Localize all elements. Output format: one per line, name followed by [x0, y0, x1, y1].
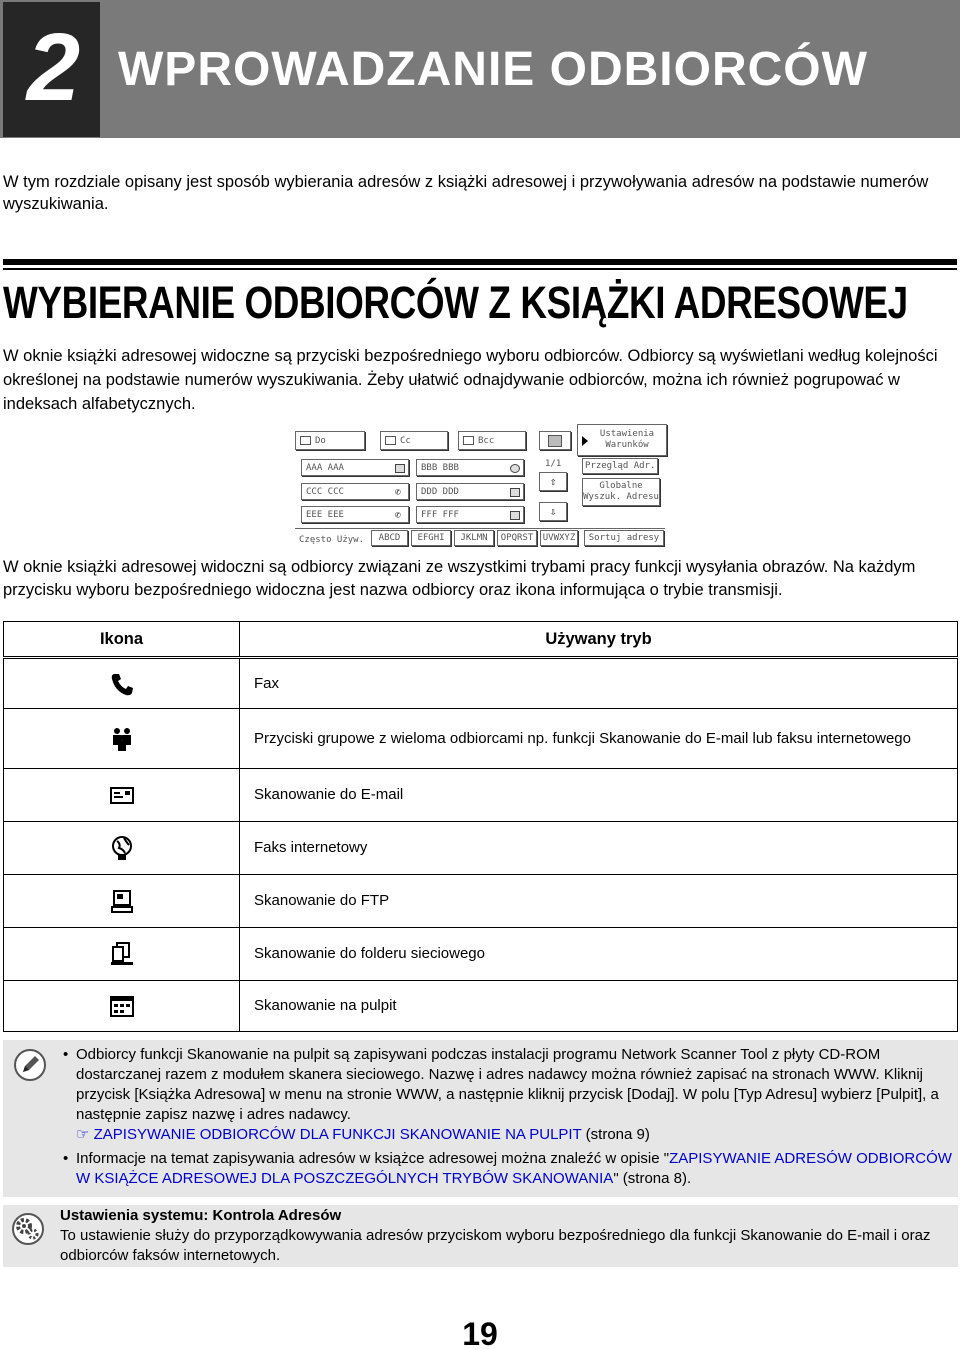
table-row	[4, 981, 958, 1032]
chapter-title: WPROWADZANIE ODBIORCÓW	[118, 43, 868, 96]
globe-icon	[109, 835, 135, 861]
note-text-end: " (strona 8).	[613, 1170, 692, 1187]
entry-name: BBB BBB	[421, 462, 459, 473]
group-icon	[109, 726, 135, 752]
bcc-button[interactable]	[458, 431, 526, 450]
icon-cell	[4, 822, 240, 875]
review-button[interactable]	[582, 458, 658, 474]
divider	[295, 528, 665, 529]
frequent-tab[interactable]: Często Używ.	[299, 535, 365, 545]
entry-button-3[interactable]	[301, 483, 409, 500]
tab-uvwxyz[interactable]	[540, 530, 578, 546]
sort-label: Sortuj adresy	[588, 533, 660, 543]
note-text: Informacje na temat zapisywania adresów w książce adresowej można znaleźć w opisie "	[76, 1150, 670, 1167]
entry-name: DDD DDD	[421, 486, 459, 497]
tab-efghi[interactable]	[411, 530, 451, 546]
entry-name: EEE EEE	[306, 509, 344, 520]
conditions-label-1: Ustawienia	[599, 429, 655, 439]
email-icon	[510, 488, 520, 497]
scroll-up-button[interactable]	[539, 472, 567, 491]
address-book-screen	[293, 424, 671, 550]
mode-cell: Skanowanie do E-mail	[240, 769, 958, 822]
reference-icon: ☞	[76, 1126, 90, 1143]
tab-label: JKLMN	[460, 533, 488, 543]
entry-button-4[interactable]	[416, 483, 524, 500]
conditions-button[interactable]	[577, 424, 667, 456]
entry-name: CCC CCC	[306, 486, 344, 497]
section-title: WYBIERANIE ODBIORCÓW Z KSIĄŻKI ADRESOWEJ	[3, 277, 908, 328]
icon-mode-table	[3, 621, 958, 1032]
table-row	[4, 709, 958, 769]
globe-icon	[510, 464, 520, 473]
note-item-1	[63, 1045, 953, 1145]
entry-button-2[interactable]	[416, 459, 524, 476]
pencil-note-icon	[13, 1048, 47, 1082]
global-label-2: Wyszuk. Adresu	[583, 492, 659, 502]
tab-label: OPQRST	[500, 533, 534, 543]
mode-cell: Fax	[240, 658, 958, 709]
section-paragraph-2: W oknie książki adresowej widoczni są odbiorcy związani ze wszystkimi trybami pracy funkcji wysyłania obrazów. Na każdym przycisku wyboru bezpośredniego widoczna jest nazwa odbiorcy oraz ikona informująca o trybie transmisji.	[3, 558, 916, 599]
icon-cell	[4, 658, 240, 709]
icon-cell	[4, 709, 240, 769]
tab-label: UVWXYZ	[542, 533, 576, 543]
edit-button[interactable]	[539, 431, 571, 450]
global-label-1: Globalne	[599, 481, 643, 491]
mode-cell: Faks internetowy	[240, 822, 958, 875]
phone-icon: ✆	[395, 487, 402, 498]
play-icon	[582, 436, 588, 446]
note-link-desktop[interactable]: ZAPISYWANIE ODBIORCÓW DLA FUNKCJI SKANOWANIE NA PULPIT	[93, 1126, 582, 1143]
note-page-ref: (strona 9)	[585, 1126, 650, 1143]
system-settings-title: Ustawienia systemu: Kontrola Adresów	[60, 1207, 342, 1224]
section-paragraph-1: W oknie książki adresowej widoczne są przyciski bezpośredniego wyboru odbiorców. Odbiorcy są wyświetlani według kolejności określonej na podstawie numerów wyszukiwania. Żeby ułatwić odnajdywanie odbiorców, można ich również pogrupować w indeksach alfabetycznych.	[3, 347, 938, 413]
cc-icon	[385, 436, 396, 445]
scroll-down-button[interactable]	[539, 502, 567, 521]
folder-icon	[109, 941, 135, 967]
page-indicator: 1/1	[545, 459, 562, 469]
table-header-row	[4, 622, 958, 658]
icon-cell	[4, 769, 240, 822]
icon-cell	[4, 928, 240, 981]
mode-cell: Skanowanie do folderu sieciowego	[240, 928, 958, 981]
entry-button-5[interactable]	[301, 506, 409, 523]
intro-paragraph: W tym rozdziale opisany jest sposób wybierania adresów z książki adresowej i przywoływania adresów na podstawie numerów wyszukiwania.	[3, 173, 929, 213]
arrow-down-icon: ⇩	[549, 505, 557, 518]
phone-icon	[109, 671, 135, 697]
email-icon	[510, 511, 520, 520]
edit-icon	[548, 435, 562, 447]
arrow-up-icon: ⇧	[549, 475, 557, 488]
tab-jklmn[interactable]	[454, 530, 494, 546]
icon-cell	[4, 981, 240, 1032]
system-settings-text	[60, 1206, 950, 1266]
email-icon	[395, 464, 405, 473]
entry-button-1[interactable]	[301, 459, 409, 476]
global-search-button[interactable]	[582, 478, 660, 506]
review-label: Przegląd Adr.	[585, 461, 656, 471]
system-settings-box	[3, 1205, 958, 1267]
chapter-number: 2	[26, 14, 77, 121]
system-settings-body: To ustawienie służy do przyporządkowywania adresów przyciskom wyboru bezpośredniego dla funkcji Skanowanie do E-mail i oraz odbiorców faksów internetowych.	[60, 1227, 931, 1264]
to-icon	[300, 436, 311, 445]
settings-gear-icon	[11, 1212, 45, 1246]
tab-opqrst[interactable]	[497, 530, 537, 546]
phone-icon: ✆	[395, 510, 402, 521]
page-number: 19	[462, 1316, 498, 1350]
icon-cell	[4, 875, 240, 928]
table-row	[4, 928, 958, 981]
bcc-icon	[463, 436, 474, 445]
email-icon	[109, 782, 135, 808]
cc-label: Cc	[400, 435, 411, 446]
column-header-icon: Ikona	[4, 622, 240, 658]
section-rule-thick	[3, 259, 957, 265]
to-label: Do	[315, 435, 326, 446]
chapter-number-box	[3, 2, 100, 137]
chapter-header	[0, 0, 960, 138]
sort-button[interactable]	[584, 530, 664, 546]
mode-cell: Skanowanie na pulpit	[240, 981, 958, 1032]
table-row	[4, 658, 958, 709]
entry-button-6[interactable]	[416, 506, 524, 523]
tab-label: ABCD	[378, 533, 401, 543]
table-row	[4, 822, 958, 875]
tab-abcd[interactable]	[371, 530, 408, 546]
table-row	[4, 875, 958, 928]
ftp-icon	[109, 888, 135, 914]
note-list	[63, 1045, 953, 1193]
section-rule-thin	[3, 268, 957, 270]
to-button[interactable]	[295, 431, 365, 450]
entry-name: FFF FFF	[421, 509, 459, 520]
note-item-2	[63, 1149, 953, 1189]
conditions-label-2: Warunków	[605, 440, 649, 450]
table-row	[4, 769, 958, 822]
mode-cell: Skanowanie do FTP	[240, 875, 958, 928]
column-header-mode: Używany tryb	[240, 622, 958, 658]
note-link-address-book[interactable]: ZAPISYWANIE ADRESÓW ODBIORCÓW W KSIĄŻCE ADRESOWEJ DLA POSZCZEGÓLNYCH TRYBÓW SKANOWANIA	[76, 1150, 952, 1187]
tab-label: EFGHI	[417, 533, 445, 543]
note-box	[3, 1040, 958, 1197]
cc-button[interactable]	[380, 431, 448, 450]
desktop-icon	[109, 993, 135, 1019]
bcc-label: Bcc	[478, 435, 495, 446]
entry-name: AAA AAA	[306, 462, 344, 473]
note-text: Odbiorcy funkcji Skanowanie na pulpit są zapisywani podczas instalacji programu Network Scanner Tool z płyty CD-ROM dostarczanej razem z modułem skanera sieciowego. Nazwę i adres nadawcy można również zapisać na stronach WWW. Kliknij przycisk [Książka Adresowa] w menu na stronie WWW, a następnie kliknij przycisk [Dodaj]. W polu [Typ Adresu] wybierz [Pulpit], a następnie zapisz nazwę i adres nadawcy.	[76, 1046, 939, 1123]
mode-cell: Przyciski grupowe z wieloma odbiorcami np. funkcji Skanowanie do E-mail lub faksu internetowego	[240, 709, 958, 769]
